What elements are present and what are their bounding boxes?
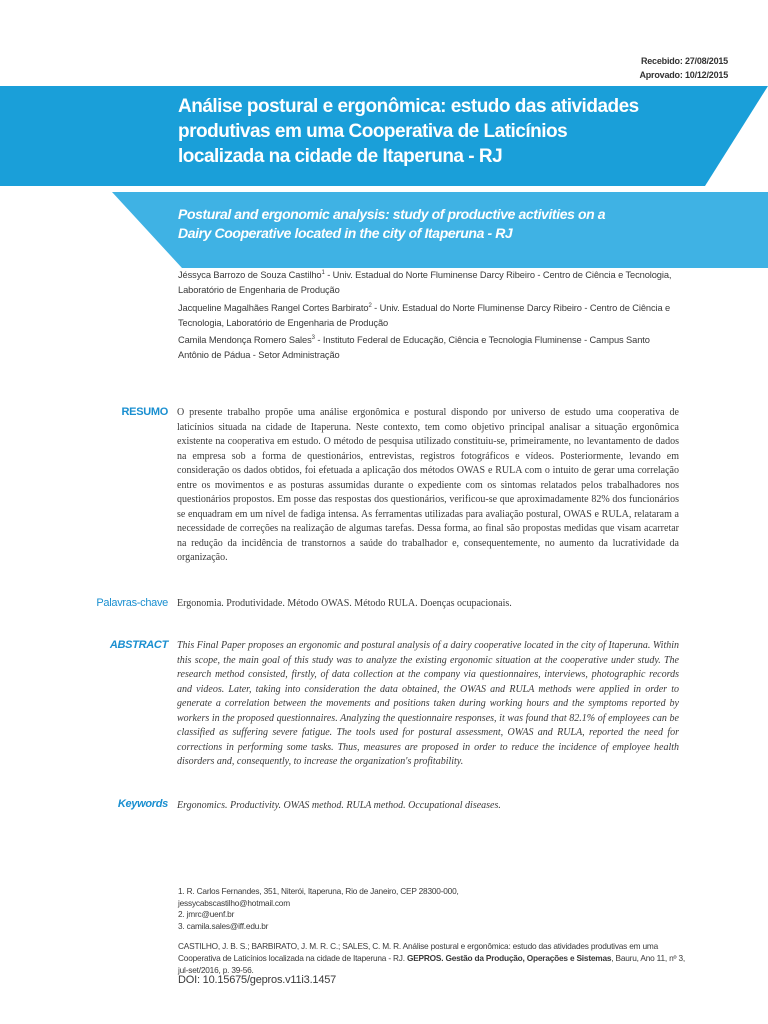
footnote-email[interactable]: jessycabscastilho@hotmail.com: [178, 897, 290, 908]
approved-date: Aprovado: 10/12/2015: [639, 70, 728, 80]
keywords-label: Keywords: [117, 798, 168, 810]
paper-subtitle-english: Postural and ergonomic analysis: study of productive activities on a Dairy Cooperative located in the city of Itaperuna - RJ: [178, 206, 606, 241]
author-entry: [178, 266, 678, 299]
author-affiliation: - Univ. Estadual do Norte Fluminense Darcy Ribeiro - Centro de Ciência e Tecnologia, Laboratório de Engenharia de Produção: [178, 302, 671, 328]
resumo-label: RESUMO: [121, 406, 168, 418]
abstract-text: This Final Paper proposes an ergonomic and postural analysis of a dairy cooperative located in the city of Itaperuna. Within this scope, the main goal of this study was to analyze the existing ergonomic situation at the cooperative under study. The research method consisted, firstly, of data collection at the company via questionnaires, interviews, photographic records and videos. Later, taking into consideration the data obtained, the OWAS and RULA methods were applied in order to generate a correlation between the movements and positions taken during working hours and the symptoms reported by workers in the proposed questionnaires. Analyzing the questionnaire responses, it was found that 82.1% of employees can be classified as suffering severe fatigue. The tools used for postural assessment, OWAS and RULA, reported the need for corrections in performing some tasks. Thus, measures are proposed in order to reduce the incidence of employee health disorders and, consequently, to increase the organization's profitability.: [177, 640, 679, 767]
author-entry: [178, 299, 678, 332]
received-date: Recebido: 27/08/2015: [640, 56, 728, 66]
footnote-email[interactable]: 3. camila.sales@iff.edu.br: [178, 920, 269, 931]
author-name: Jacqueline Magalhães Rangel Cortes Barbirato: [178, 302, 369, 313]
paper-title: Análise postural e ergonômica: estudo das atividades produtivas em uma Cooperativa de Laticínios localizada na cidade de Itaperuna - RJ: [178, 96, 639, 167]
author-entry: [178, 331, 678, 364]
citation-details: , Bauru, Ano 11, nº 3, jul-set/2016, p. 39-56.: [178, 953, 685, 975]
author-list: [178, 266, 678, 364]
citation: [178, 940, 688, 976]
citation-journal: GEPROS. Gestão da Produção, Operações e Sistemas: [406, 953, 612, 963]
footnote-email[interactable]: 2. jmrc@uenf.br: [178, 909, 235, 919]
resumo-text: O presente trabalho propõe uma análise ergonômica e postural dispondo por universo de estudo uma cooperativa de laticínios situada na cidade de Itaperuna. Neste contexto, tem como objetivo principal analisar a situação ergonômica existente na cooperativa em estudo. O método de pesquisa utilizado constituiu-se, primeiramente, no levantamento de dados na empresa sob a forma de questionários, entrevistas, registros fotográficos e vídeos. Posteriormente, levando em consideração os dados obtidos, foi efetuada a aplicação dos métodos OWAS e RULA com o intuito de gerar uma correlação entre os movimentos e as posturas assumidas durante o expediente com os sintomas relatados pelos trabalhadores nos questionários propostos. Em posse das respostas dos questionários, verificou-se que aproximadamente 82% dos funcionários se enquadram em um nível de fadiga intensa. As ferramentas utilizadas para avaliação postural, OWAS e RULA, relataram a necessidade de correções na realização de algumas tarefas. Dessa forma, ao final são propostas medidas que visam acarretar na redução da incidência de transtornos a saúde do trabalhador e, consequentemente, no aumento da lucratividade da organização.: [177, 407, 679, 563]
footnote: 1. R. Carlos Fernandes, 351, Niterói, Itaperuna, Rio de Janeiro, CEP 28300-000,: [178, 886, 459, 896]
author-affiliation: - Univ. Estadual do Norte Fluminense Darcy Ribeiro - Centro de Ciência e Tecnologia, Laboratório de Engenharia de Produção: [178, 270, 672, 296]
submission-dates: [639, 54, 728, 82]
abstract-label: ABSTRACT: [109, 639, 168, 651]
author-name: Camila Mendonça Romero Sales: [178, 335, 312, 346]
palavras-chave-label: Palavras-chave: [96, 597, 168, 609]
citation-authors-title: CASTILHO, J. B. S.; BARBIRATO, J. M. R. C.; SALES, C. M. R. Análise postural e ergonômica: estudo das atividades produtivas em uma Cooperativa de Laticínios localizada na cidade de Itaperuna - RJ.: [178, 941, 659, 963]
author-affiliation: - Instituto Federal de Educação, Ciência e Tecnologia Fluminense - Campus Santo Antônio de Pádua - Setor Administração: [178, 335, 650, 361]
doi-link[interactable]: DOI: 10.15675/gepros.v11i3.1457: [178, 974, 337, 986]
palavras-chave-text: Ergonomia. Produtividade. Método OWAS. Método RULA. Doenças ocupacionais.: [177, 598, 512, 609]
keywords-text: Ergonomics. Productivity. OWAS method. RULA method. Occupational diseases.: [177, 800, 501, 811]
footnotes: [178, 886, 678, 932]
author-name: Jéssyca Barrozo de Souza Castilho: [178, 270, 322, 281]
author-footnote-mark: 3: [311, 335, 315, 341]
author-footnote-mark: 2: [368, 302, 372, 309]
author-footnote-mark: 1: [321, 270, 325, 276]
